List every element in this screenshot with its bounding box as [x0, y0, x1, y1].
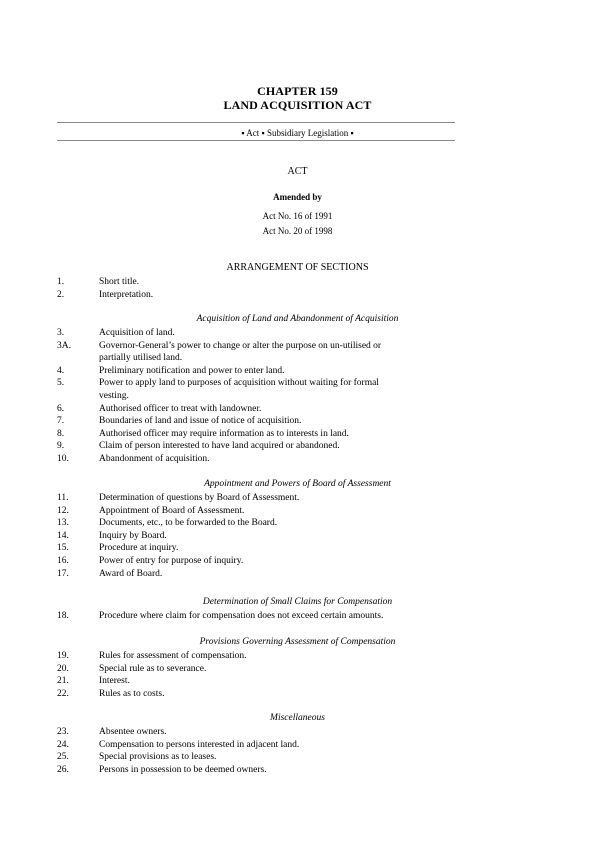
section-number: 12.: [57, 505, 69, 516]
section-number: 23.: [57, 727, 69, 737]
section-group-heading: Determination of Small Claims for Compensation: [202, 597, 393, 607]
section-number: 13.: [57, 518, 69, 529]
subsidiary-legislation-link[interactable]: Subsidiary Legislation: [266, 128, 349, 138]
act-link[interactable]: Act: [246, 128, 260, 138]
section-title: Procedure where claim for compensation does not exceed certain amounts.: [99, 611, 384, 621]
section-title: Boundaries of land and issue of notice of acquisition.: [99, 416, 302, 427]
section-number: 4.: [57, 365, 65, 376]
section-title: Governor-General’s power to change or alter the purpose on un-utilised or: [99, 340, 382, 351]
section-title: Abandonment of acquisition.: [99, 454, 210, 464]
section-title: Interest.: [99, 676, 130, 687]
section-title-continuation: vesting.: [99, 391, 129, 401]
section-number: 15.: [57, 543, 69, 554]
section-title: Absentee owners.: [99, 727, 167, 737]
section-number: 9.: [57, 441, 65, 452]
section-number: 18.: [57, 611, 69, 621]
section-title: Award of Board.: [99, 568, 163, 579]
section-title: Special provisions as to leases.: [99, 752, 217, 763]
section-number: 25.: [57, 752, 69, 763]
section-title: Determination of questions by Board of Assessment.: [99, 493, 300, 503]
act-title: LAND ACQUISITION ACT: [223, 98, 372, 112]
section-title: Inquiry by Board.: [99, 530, 167, 541]
section-group-heading: Miscellaneous: [270, 713, 325, 723]
section-number: 19.: [57, 651, 69, 661]
section-number: 8.: [57, 428, 65, 439]
act-heading: ACT: [287, 166, 308, 177]
section-title: Rules for assessment of compensation.: [99, 651, 247, 661]
section-number: 6.: [57, 403, 65, 414]
section-group-heading: Appointment and Powers of Board of Assessment: [204, 479, 391, 489]
section-title: Interpretation.: [99, 289, 154, 300]
section-number: 1.: [57, 277, 65, 287]
section-number: 26.: [57, 764, 69, 775]
section-title: Documents, etc., to be forwarded to the Board.: [99, 518, 278, 529]
section-group-heading: Provisions Governing Assessment of Compensation: [199, 637, 396, 647]
section-title: Acquisition of land.: [99, 328, 175, 338]
amendment-1: Act No. 16 of 1991: [262, 211, 333, 221]
section-number: 2.: [57, 289, 65, 300]
section-number: 22.: [57, 688, 69, 699]
section-title: Short title.: [99, 277, 140, 287]
section-title-continuation: partially utilised land.: [99, 353, 183, 364]
section-number: 16.: [57, 556, 69, 566]
section-title: Special rule as to severance.: [99, 663, 207, 674]
section-number: 14.: [57, 530, 69, 541]
section-title: Power to apply land to purposes of acquisition without waiting for formal: [99, 378, 379, 389]
section-number: 5.: [57, 378, 65, 389]
section-title: Authorised officer may require information as to interests in land.: [99, 428, 349, 439]
section-title: Preliminary notification and power to enter land.: [99, 365, 285, 376]
section-number: 10.: [57, 454, 69, 464]
section-title: Procedure at inquiry.: [99, 543, 179, 554]
top-rule: [57, 122, 455, 123]
section-number: 3A.: [57, 340, 71, 351]
section-title: Authorised officer to treat with landowner.: [99, 403, 262, 414]
bottom-rule: [57, 140, 455, 141]
section-title: Rules as to costs.: [99, 688, 165, 699]
section-number: 21.: [57, 676, 69, 687]
section-title: Claim of person interested to have land acquired or abandoned.: [99, 441, 340, 452]
section-number: 24.: [57, 739, 69, 750]
bullet-icon: ▪: [350, 128, 354, 138]
bullet-icon: ▪: [261, 128, 265, 138]
section-number: 3.: [57, 328, 65, 338]
arrangement-heading: ARRANGEMENT OF SECTIONS: [226, 262, 369, 273]
section-title: Compensation to persons interested in adjacent land.: [99, 739, 300, 750]
section-number: 7.: [57, 416, 65, 427]
section-group-heading: Acquisition of Land and Abandonment of Acquisition: [196, 314, 399, 324]
nav-links: [0, 128, 595, 138]
section-number: 11.: [57, 493, 69, 503]
amended-by-label: Amended by: [273, 192, 322, 202]
section-title: Persons in possession to be deemed owners.: [99, 764, 267, 775]
section-title: Appointment of Board of Assessment.: [99, 505, 245, 516]
bullet-icon: ▪: [241, 128, 245, 138]
chapter-number: CHAPTER 159: [257, 84, 338, 98]
section-title: Power of entry for purpose of inquiry.: [99, 556, 244, 566]
amendment-2: Act No. 20 of 1998: [262, 226, 333, 236]
section-number: 20.: [57, 663, 69, 674]
section-number: 17.: [57, 568, 69, 579]
